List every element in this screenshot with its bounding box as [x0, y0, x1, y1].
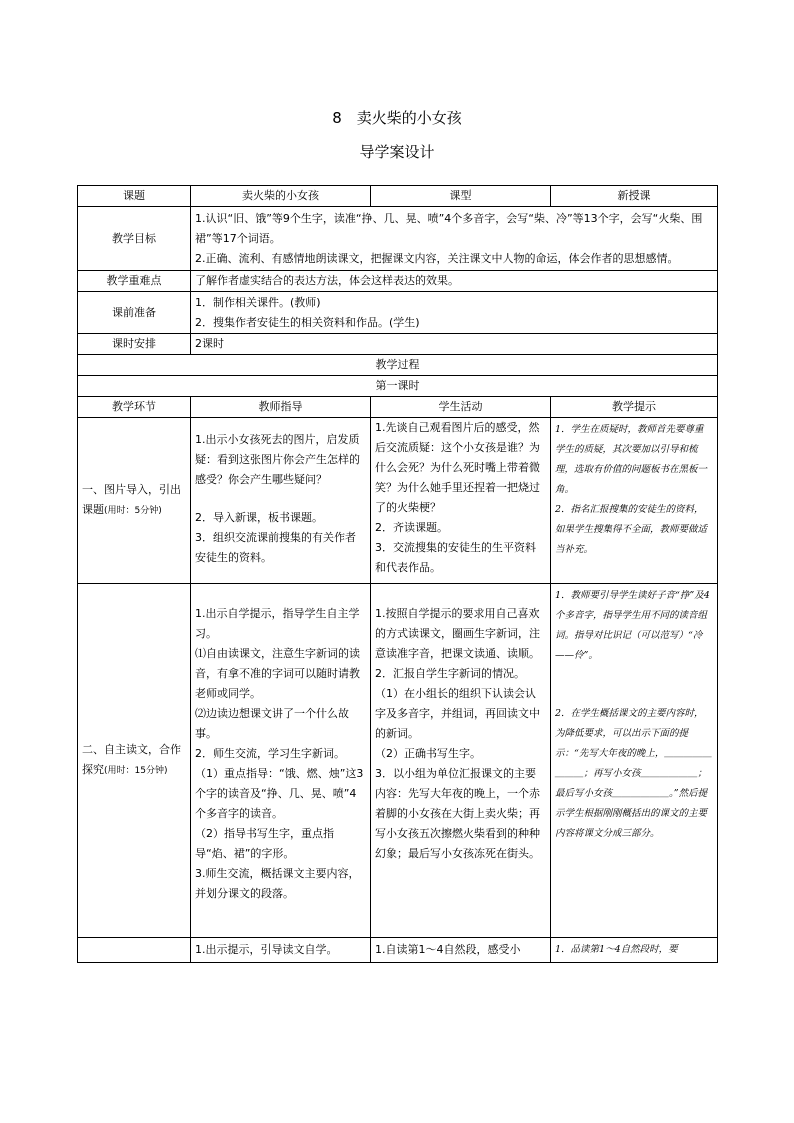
session-title: 第一课时: [78, 376, 718, 397]
stage1-teacher-1: 1.出示小女孩死去的图片，启发质疑：看到这张图片你会产生怎样的感受？你会产生哪些疑问？: [195, 433, 360, 486]
stage2-teacher-3: ⑵边读边想课文讲了一个什么故事。: [195, 707, 349, 740]
stage3-name: [78, 938, 191, 963]
time-row: [78, 334, 718, 355]
prep-cell: [191, 292, 718, 334]
stage2-tip-1: 1．教师要引导学生读好子音“挣”及4个多音字，指导学生用不同的读音组词。指导对比识记（可以范写）“冷——伶”。: [555, 590, 710, 661]
stage1-tip-2: 2．指名汇报搜集的安徒生的资料，如果学生搜集得不全面，教师要做适当补充。: [555, 504, 708, 555]
goal-2: 2.正确、流利、有感情地朗读课文，把握课文内容，关注课文中人物的命运，体会作者的思想感情。: [195, 251, 679, 265]
stage2-tips: [551, 584, 718, 938]
prep-2: 2．搜集作者安徒生的相关资料和作品。(学生): [195, 315, 420, 329]
topic-label: 课题: [78, 186, 191, 207]
goals-cell: [191, 207, 718, 271]
stage2-student-1: 1.按照自学提示的要求用自己喜欢的方式读课文，圈画生字新词，注意读准字音，把课文读通、读顺。: [375, 607, 540, 660]
stage3-student: 1.自读第1～4自然段，感受小: [371, 938, 551, 963]
stage1-student: [371, 418, 551, 584]
stage3-tips: 1．品读第1～4自然段时，要: [551, 938, 718, 963]
time-label: 课时安排: [78, 334, 191, 355]
topic-value: 卖火柴的小女孩: [191, 186, 371, 207]
stage3-row: [78, 938, 718, 963]
lesson-title: 8 卖火柴的小女孩: [332, 109, 462, 127]
stage2-teacher-7: 3.师生交流，概括课文主要内容，并划分课文的段落。: [195, 867, 360, 900]
col-header-stage: 教学环节: [78, 397, 191, 418]
stage2-teacher-2: ⑴自由读课文，注意生字新词的读音，有拿不准的字词可以随时请教老师或同学。: [195, 647, 360, 700]
stage2-student-2: 2．汇报自学生字新词的情况。: [375, 667, 525, 680]
process-title-row: [78, 355, 718, 376]
stage2-student-5: 3．以小组为单位汇报课文的主要内容：先写大年夜的晚上，一个赤着脚的小女孩在大街上卖火柴；再写小女孩五次擦燃火柴看到的种种幻象；最后写小女孩冻死在街头。: [375, 767, 540, 860]
goal-1: 1.认识“旧、饿”等9个生字，读准“挣、几、晃、喷”4个多音字，会写“柴、冷”等13个字，会写“火柴、围裙”等17个词语。: [195, 211, 703, 245]
stage2-student: [371, 584, 551, 938]
session-row: [78, 376, 718, 397]
prep-row: [78, 292, 718, 334]
stage2-tip-2: 2．在学生概括课文的主要内容时，为降低要求，可以出示下面的提示：“先写大年夜的晚上，＿＿＿＿＿＿＿＿；再写小女孩＿＿＿＿＿＿；最后写小女孩＿＿＿＿＿＿。”然后提示学生根据刚刚概括出的课文的主要内容将课文分成三部分。: [555, 708, 712, 839]
stage2-name-note: (用时：15分钟): [104, 766, 168, 776]
page-subtitle: 导学案设计: [359, 143, 435, 161]
prep-label: 课前准备: [78, 292, 191, 334]
stage2-teacher: [191, 584, 371, 938]
stage2-teacher-1: 1.出示自学提示，指导学生自主学习。: [195, 607, 360, 640]
stage1-row: [78, 418, 718, 584]
stage2-name: [78, 584, 191, 938]
goals-label: 教学目标: [78, 207, 191, 271]
stage3-teacher: 1.出示提示，引导读文自学。: [191, 938, 371, 963]
stage2-student-3: （1）在小组长的组织下认读会认字及多音字，并组词，再回读文中的新词。: [375, 687, 540, 740]
key-row: [78, 271, 718, 292]
stage2-name-main: 二、自主读文，合作探究: [82, 743, 181, 776]
key-value: 了解作者虚实结合的表达方法，体会这样表达的效果。: [191, 271, 718, 292]
topic-row: [78, 186, 718, 207]
key-label: 教学重难点: [78, 271, 191, 292]
col-header-teacher: 教师指导: [191, 397, 371, 418]
stage1-tip-1: 1．学生在质疑时，教师首先要尊重学生的质疑，其次要加以引导和梳理，选取有价值的问题板书在黑板一角。: [555, 424, 708, 495]
stage2-student-4: （2）正确书写生字。: [375, 747, 481, 760]
stage1-name-note: (用时：5分钟): [104, 506, 162, 516]
stage1-name: [78, 418, 191, 584]
prep-1: 1．制作相关课件。(教师): [195, 295, 321, 309]
stage1-teacher-2: 2．导入新课，板书课题。: [195, 511, 323, 524]
goals-row: [78, 207, 718, 271]
col-header-tips: 教学提示: [551, 397, 718, 418]
time-value: 2课时: [191, 334, 718, 355]
stage2-teacher-5: （1）重点指导：“饿、燃、烛”这3个字的读音及“挣、几、晃、喷”4个多音字的读音。: [195, 767, 364, 820]
column-header-row: [78, 397, 718, 418]
stage1-teacher-3: 3．组织交流课前搜集的有关作者安徒生的资料。: [195, 531, 356, 564]
stage1-teacher: [191, 418, 371, 584]
col-header-student: 学生活动: [371, 397, 551, 418]
stage2-teacher-6: （2）指导书写生字，重点指导“焰、裙”的字形。: [195, 827, 334, 860]
type-value: 新授课: [551, 186, 718, 207]
stage1-student-2: 2．齐读课题。: [375, 521, 448, 534]
stage1-student-1: 1.先谈自己观看图片后的感受，然后交流质疑：这个小女孩是谁？为什么会死？为什么死时嘴上带着微笑？为什么她手里还捏着一把烧过了的火柴梗？: [375, 421, 540, 514]
lesson-plan-table: [77, 185, 718, 963]
stage2-row: [78, 584, 718, 938]
stage2-teacher-4: 2．师生交流，学习生字新词。: [195, 747, 345, 760]
stage1-student-3: 3．交流搜集的安徒生的生平资料和代表作品。: [375, 541, 536, 574]
stage1-tips: [551, 418, 718, 584]
stage1-name-main: 一、图片导入，引出课题: [82, 483, 181, 516]
process-title: 教学过程: [78, 355, 718, 376]
type-label: 课型: [371, 186, 551, 207]
